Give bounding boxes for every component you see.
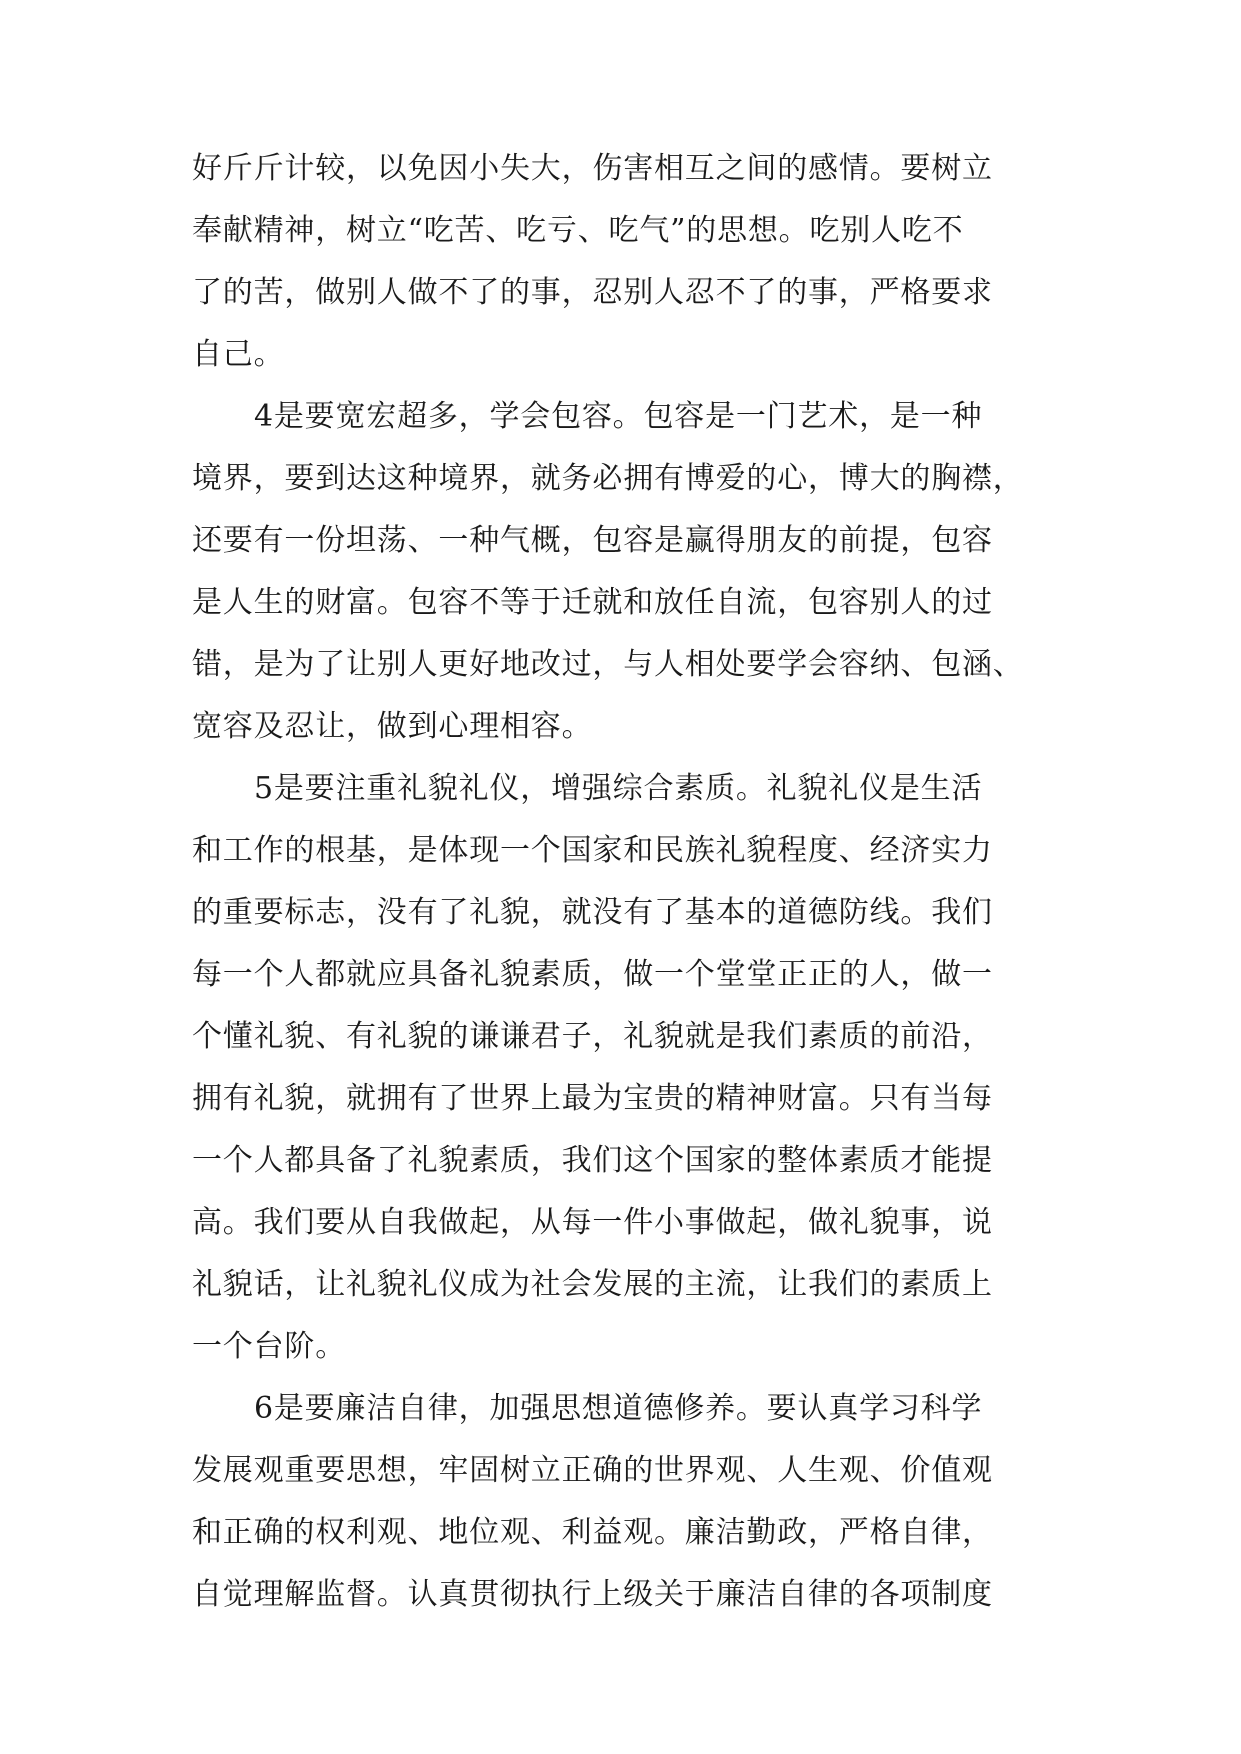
text-line: 一个台阶。 bbox=[192, 1329, 346, 1364]
text-line: 高。我们要从自我做起，从每一件小事做起，做礼貌事，说 bbox=[192, 1205, 993, 1240]
text-line: 和正确的权利观、地位观、利益观。廉洁勤政，严格自律， bbox=[192, 1515, 993, 1550]
text-line: 每一个人都就应具备礼貌素质，做一个堂堂正正的人，做一 bbox=[192, 957, 993, 992]
text-line: 错，是为了让别人更好地改过，与人相处要学会容纳、包涵、 bbox=[192, 647, 1024, 682]
text-line: 自己。 bbox=[192, 337, 285, 372]
text-line: 拥有礼貌，就拥有了世界上最为宝贵的精神财富。只有当每 bbox=[192, 1081, 993, 1116]
paragraph-start-line: 6是要廉洁自律，加强思想道德修养。要认真学习科学 bbox=[254, 1391, 983, 1426]
text-line: 还要有一份坦荡、一种气概，包容是赢得朋友的前提，包容 bbox=[192, 523, 993, 558]
text-line: 自觉理解监督。认真贯彻执行上级关于廉洁自律的各项制度 bbox=[192, 1577, 993, 1612]
paragraph-start-line: 4是要宽宏超多，学会包容。包容是一门艺术，是一种 bbox=[254, 399, 983, 434]
text-line: 好斤斤计较，以免因小失大，伤害相互之间的感情。要树立 bbox=[192, 151, 993, 186]
text-line: 发展观重要思想，牢固树立正确的世界观、人生观、价值观 bbox=[192, 1453, 993, 1488]
text-line: 的重要标志，没有了礼貌，就没有了基本的道德防线。我们 bbox=[192, 895, 993, 930]
text-line: 礼貌话，让礼貌礼仪成为社会发展的主流，让我们的素质上 bbox=[192, 1267, 993, 1302]
text-line: 奉献精神，树立“吃苦、吃亏、吃气”的思想。吃别人吃不 bbox=[192, 213, 964, 248]
text-line: 个懂礼貌、有礼貌的谦谦君子，礼貌就是我们素质的前沿， bbox=[192, 1019, 993, 1054]
paragraph-start-line: 5是要注重礼貌礼仪，增强综合素质。礼貌礼仪是生活 bbox=[254, 771, 983, 806]
text-line: 一个人都具备了礼貌素质，我们这个国家的整体素质才能提 bbox=[192, 1143, 993, 1178]
text-line: 了的苦，做别人做不了的事，忍别人忍不了的事，严格要求 bbox=[192, 275, 993, 310]
text-line: 宽容及忍让，做到心理相容。 bbox=[192, 709, 593, 744]
text-line: 和工作的根基，是体现一个国家和民族礼貌程度、经济实力 bbox=[192, 833, 993, 868]
text-line: 是人生的财富。包容不等于迁就和放任自流，包容别人的过 bbox=[192, 585, 993, 620]
text-line: 境界，要到达这种境界，就务必拥有博爱的心，博大的胸襟， bbox=[192, 461, 1024, 496]
